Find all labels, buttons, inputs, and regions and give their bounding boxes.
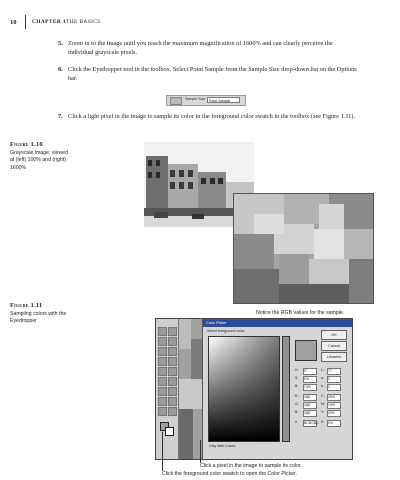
callout-rgb-values: Notice the RGB values for the sample. [256,310,345,316]
eyedropper-icon [170,97,182,105]
shape-tool-icon [158,397,167,406]
hand-tool-icon [158,407,167,416]
color-field [208,336,280,442]
field-row: H: 0° L: 77 [295,368,349,374]
field-row: R: 188 C: 25% [295,394,349,400]
web-only-checkbox: Only Web Colors [209,444,236,448]
step-number: 5. [58,40,63,47]
chapter-title: THE BASICS [66,19,101,25]
pen-tool-icon [158,387,167,396]
options-bar-image [166,95,246,106]
leader-line-swatch [162,432,163,471]
step-number: 7. [58,113,63,120]
eyedropper-tool-icon [168,397,177,406]
step-5 [58,39,358,57]
callout-foreground-swatch: Click the foreground color swatch to open the Color Picker. [162,471,297,477]
eraser-tool-icon [168,367,177,376]
header-divider [25,15,26,29]
crop-tool-icon [158,347,167,356]
lasso-tool-icon [158,337,167,346]
field-row: # BCBCBC K: 0% [295,420,349,426]
step-6 [58,65,358,83]
zoom-tool-icon [168,407,177,416]
background-color-swatch [165,427,174,436]
image-canvas [179,319,202,459]
step-text: Click a light pixel in the image to sample its color in the foreground color swatch in the toolbox (see Figure 1.11). [68,113,356,120]
step-text: Click the Eyedropper tool in the toolbox. Select Point Sample from the Sample Size drop-down list on the Options bar. [68,66,357,82]
figure-1-11-label: Figure 1.11 [10,302,43,309]
dialog-title: Color Picker [203,320,353,327]
toolbox [156,319,179,459]
step-number: 6. [58,66,63,73]
step-7 [58,112,358,121]
callout-click-pixel: Click a pixel in the image to sample its color. [200,463,302,469]
step-text: Zoom in to the image until you reach the maximum magnification of 1600% and can clearly perceive the individual grayscale pixels. [68,40,333,56]
sample-size-label: Sample Size: [185,97,207,101]
field-row: S: 0% a: 0 [295,376,349,382]
chapter-label: CHAPTER 1 [32,19,66,25]
figure-1-10-caption: Grayscale image: viewed at (left) 100% and (right) 1600% [10,150,68,171]
type-tool-icon [168,387,177,396]
magic-wand-icon [168,337,177,346]
slice-tool-icon [168,347,177,356]
history-brush-icon [158,367,167,376]
brush-tool-icon [158,357,167,366]
ok-button: OK [321,330,347,340]
pixelated-photo-1600-percent [233,193,374,304]
dialog-subtitle: Select foreground color: [207,329,246,333]
figure-1-11-caption: Sampling colors with the Eyedropper [10,311,67,325]
stamp-tool-icon [168,357,177,366]
current-color-swatch [295,350,317,361]
field-row: B: 74% b: 0 [295,384,349,390]
move-tool-icon [168,327,177,336]
color-picker-dialog [202,319,353,460]
figure-1-10-label: Figure 1.10 [10,141,43,148]
marquee-tool-icon [158,327,167,336]
libraries-button: Libraries [321,352,347,362]
gradient-tool-icon [158,377,167,386]
field-row: G: 188 M: 19% [295,402,349,408]
sample-size-dropdown: Point Sample [207,97,240,103]
leader-line-pixel [200,440,201,463]
hue-slider [282,336,290,442]
field-row: B: 188 Y: 20% [295,410,349,416]
blur-tool-icon [168,377,177,386]
page-number: 10 [10,19,17,26]
cancel-button: Cancel [321,341,347,351]
photoshop-screenshot [155,318,353,460]
